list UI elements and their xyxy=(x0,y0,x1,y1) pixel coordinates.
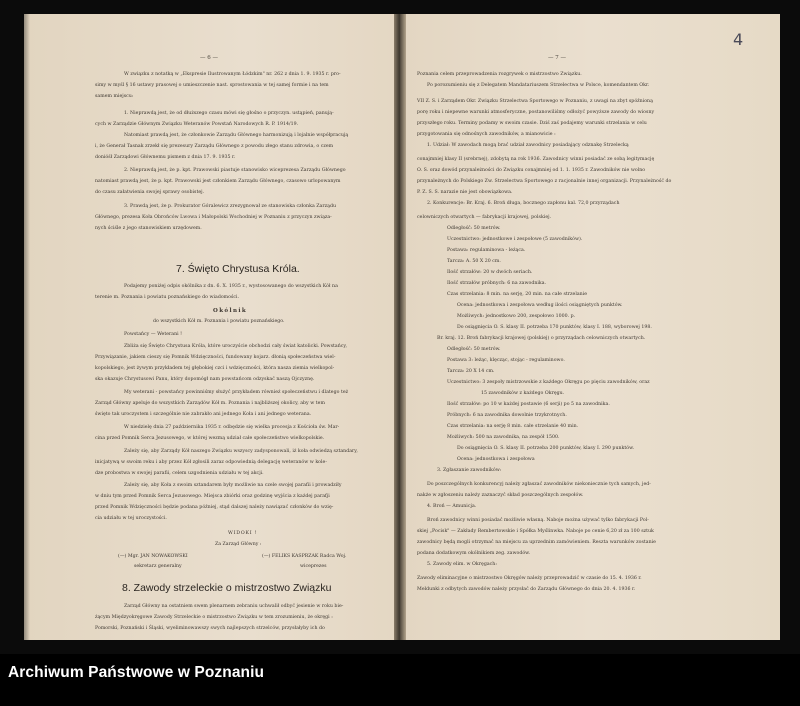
text-line: Czas strzelania: 8 min. na serję, 20 min. na całe strzelanie xyxy=(447,292,588,297)
signature-right-role: wiceprezes xyxy=(300,564,327,569)
text-line: samem miejscu: xyxy=(95,94,134,99)
text-line: Pomorski, Poznański i Śląski, wyeliminowawszy swych najlepszych strzelców, przysłałyby ich do xyxy=(95,626,325,631)
text-line: Ilość strzałów: po 10 w każdej postawie (6 serji) po 5 na zawodnika. xyxy=(447,402,610,407)
text-line: Do poszczególnych konkurencyj należy zgłaszać zawodników niekoniecznie tych samych, jed- xyxy=(427,482,651,487)
text-line: porę roku i niepewne warunki atmosferyczne, postanowiliśmy odłożyć powyższe zawody do wiosny xyxy=(417,110,655,115)
text-line: do czasu załatwienia swojej sprawy osobistej. xyxy=(95,190,205,195)
text-line: Zarząd Główny apeluje do wszystkich Zarządów Kół m. Poznania i najbliższej okolicy, aby w tem xyxy=(95,401,325,406)
text-line: 4. Broń — Amunicja. xyxy=(427,504,477,509)
handwritten-page-mark: 4 xyxy=(733,30,744,49)
text-line: Odległość: 50 metrów. xyxy=(447,226,501,231)
text-line: zawodnicy będą mogli otrzymać na miejscu za uprzednim zamówieniem. Reszta warunków zostanie xyxy=(417,540,656,545)
text-line: podana dodatkowym okólnikiem zeg. zawodów. xyxy=(417,551,531,556)
text-line: cina przed Pomnik Serca Jezusowego, w której wezmą udział całe społeczeństwo wielkopolskie. xyxy=(95,436,325,441)
text-line: i, że Generał Tasnak zrzekł się prezesury Zarządu Głównego z powodu złego stanu zdrowia, o czem xyxy=(95,144,334,149)
text-line: Czas strzelania: na serję 8 min. całe strzelanie 40 min. xyxy=(447,424,579,429)
text-line: Br. kraj. 12. Broń fabrykacji krajowej (polskiej) o przyrządach celowniczych otwartych. xyxy=(437,336,646,341)
section-7-heading: 7. Święto Chrystusa Króla. xyxy=(176,263,300,275)
text-line: Możliwych: jednostkowo 200, zespołowo 1000. p. xyxy=(457,314,576,319)
text-line: simy w myśl § 16 ustawy prasowej o umieszczenie nast. sprostowania w tej samej formie i na tem xyxy=(95,83,329,88)
text-line: Tarcza: A. 50 X 20 cm. xyxy=(447,259,501,264)
left-page-number: — 6 — xyxy=(200,55,218,61)
text-line: Zbliża się Święto Chrystusa Króla, które uroczyście obchodzi cały świat katolicki. Powstańcy, xyxy=(124,344,347,349)
text-line: przynależnych do Polskiego Zw. Strzelectwa Sportowego z racjonalnie innej organizacji. Przynależność do xyxy=(417,179,672,184)
text-line: Zawody eliminacyjne o mistrzostwo Okręgów należy przeprowadzić w czasie do 15. 4. 1936 r. xyxy=(417,576,642,581)
text-line: Próbnych: 6 na zawodnika dowolnie trzykrotnych. xyxy=(447,413,567,418)
signature-left-role: sekretarz generalny xyxy=(134,564,182,569)
text-line: Poznania celem przeprowadzenia rozgrywek o mistrzostwo Związku. xyxy=(417,72,582,77)
text-line: VII Z. S. i Zarządem Okr. Związku Strzelectwa Sportowego w Poznaniu, z uwagi na zbyt spóźnioną xyxy=(417,99,653,104)
text-line: żącym Międzyokręgowe Zawody Strzeleckie o mistrzostwo Związku w tem zrozumieniu, że okręgi : xyxy=(95,615,333,620)
text-line: skiej „Pocisk" — Zakłady Rembertowskie i Spółka Myślinwka. Naboje po cenie 6,20 zł za 100 sztuk xyxy=(417,529,654,534)
okolnik-title: Okólnik xyxy=(213,308,248,314)
right-page-number: — 7 — xyxy=(548,55,566,61)
text-line: 2. Nieprawdą jest, że p. kpt. Prawowski piastuje stanowisko wiceprezesa Zarządu Głównego xyxy=(124,168,346,173)
text-line: ska okazuje Chrystusowi Panu, który dopomógł nam powstańcom odzyskać naszą Ojczyznę. xyxy=(95,377,315,382)
text-line: Do osiągnięcia O. S. klasy II. potrzeba 200 punktów, klasy I. 290 punktów. xyxy=(457,446,635,451)
archive-footer-bar xyxy=(0,654,800,706)
text-line: Głównego, prezesa Koła Obrońców Lwowa i Małopolski Wschodniej w Poznaniu z przyczyn związa- xyxy=(95,215,332,220)
text-line: Ilość strzałów: 20 w dwóch seriach. xyxy=(447,270,533,275)
text-line: 1. Nieprawdą jest, że od dłuższego czasu mówi się głośno o przyczyn. ustąpień, panują- xyxy=(124,111,334,116)
text-line: Po porozumieniu się z Delegatem Mandatariuszem Strzelectwa w Polsce, komendantem Okr. xyxy=(427,83,650,88)
text-line: 3. Zgłaszanie zawodników: xyxy=(437,468,502,473)
signature-right-name: (—) FELIKS KASPRZAK Radca Woj. xyxy=(262,554,347,559)
text-line: w dniu tym przed Pomnik Serca Jezusowego. Miejsca zbiórki oraz godzinę wyjścia z każdej parafji xyxy=(95,494,330,499)
text-line: W niedzielę dnia 27 października 1935 r. odbędzie się wielka procesja z Kościoła św. Mar- xyxy=(124,425,340,430)
text-line: Do osiągnięcia O. S. klasy II. potrzeba 170 punktów, klasy I. 188, wyborowej 198. xyxy=(457,325,652,330)
text-line: 3. Prawdą jest, że p. Prokurator Góralewicz zrezygnował ze stanowiska członka Zarządu xyxy=(124,204,336,209)
text-line: Tarcza: 20 X 14 cm. xyxy=(447,369,495,374)
text-line: Broń zawodnicy winni posiadać możliwie własną. Naboje można używać tylko fabrykacji Pol- xyxy=(427,518,649,523)
text-line: Uczestnictwo: jednostkowe i zespołowe (5 zawodników). xyxy=(447,237,583,242)
text-line: natomiast prawdą jest, że p. kpt. Prawowski jest członkiem Zarządu Głównego, czasowo urlopowanym xyxy=(95,179,341,184)
text-line: My weterani - powstańcy powinniśmy służyć przykładem również społeczeństwu i dlatego też xyxy=(124,390,349,395)
text-line: Uczestnictwo: 3 zespoły mistrzowskie z każdego Okręgu po pięciu zawodników, oraz xyxy=(447,380,650,385)
okolnik-closing-zarzad: Za Zarząd Główny : xyxy=(215,542,262,547)
text-line: conajmniej klasy II (srebrnej), zdobytą na rok 1936. Zawodnicy winni posiadać ze sobą legitymację xyxy=(417,157,655,162)
text-line: Ilość strzałów próbnych: 6 na zawodnika. xyxy=(447,281,547,286)
left-page-edge-shadow xyxy=(24,14,30,640)
text-line: Zależy się, aby Koła z swoim sztandarem były możliwie na czele swojej parafii i prowadziły xyxy=(124,483,342,488)
text-line: nakże w zgłoszeniu należy zaznaczyć skład poszczególnych zespołów. xyxy=(417,493,584,498)
text-line: inicjatywą w swoim reku i aby przez Kół zgłosili zaraz odpowiednią delegację weteranów w kole- xyxy=(95,460,327,465)
text-line: 5. Zawody elim. w Okręgach: xyxy=(427,562,497,567)
text-line: terenie m. Poznania i powiatu poznańskiego do wiadomości. xyxy=(95,295,240,300)
text-line: Podajemy poniżej odpis okólnika z dn. 6. X. 1935 r., wystosowanego do wszystkich Kół na xyxy=(124,284,338,289)
section-8-heading: 8. Zawody strzeleckie o mistrzostwo Związku xyxy=(122,582,332,594)
text-line: P. Z. S. S. narazie nie jest obowiązkowa. xyxy=(417,190,513,195)
text-line: Meldunki z odbytych zawodów należy przysłać do Zarządu Głównego do dnia 20. 4. 1936 r. xyxy=(417,587,636,592)
text-line: donióśł Zarządowi Głównemu pismem z dnia 17. 9. 1935 r. xyxy=(95,155,236,160)
text-line: cia udziału w tej uroczystości. xyxy=(95,516,167,521)
text-line: Ocena: jednostkowa i zespołowa xyxy=(457,457,535,462)
signature-left-name: (—) Mgr. JAN NOWAKOWSKI xyxy=(118,554,188,559)
text-line: przed Pomnik Wdzięczności będzie podana później, stąd dalszej należy nawiązać członków do wzię- xyxy=(95,505,334,510)
text-line: 2. Konkurencje: Br. Kraj. 6. Broń długa, bocznego zapłonu kal. 72,0 przyrządach xyxy=(427,201,620,206)
book-gutter xyxy=(394,14,406,640)
text-line: 1. Udział: W zawodach mogą brać udział zawodnicy posiadający odznakę Strzelecką xyxy=(427,143,629,148)
text-line: Postawa: regulaminowa - leżąca. xyxy=(447,248,526,253)
text-line: kopolskiego, jest żywym przykładem tej głębokiej czci i wdzięczności, która nasza ziemia wielkopol- xyxy=(95,366,335,371)
text-line: przyszłego roku. Terminy podamy w swoim czasie. Dziś zaś podajemy warunki strzelania w celu xyxy=(417,121,647,126)
okolnik-closing: WIDOKI ! xyxy=(228,531,258,536)
text-line: cych w Zarządzie Głównym Związku Weteranów Powstań Narodowych R. P. 1914/19. xyxy=(95,122,299,127)
text-line: dze probostwa w swojej parafii, celem uzgodnienia udziału w tej akcji. xyxy=(95,471,264,476)
okolnik-subtitle: do wszystkich Kół m. Poznania i powiatu poznańskiego. xyxy=(153,319,285,324)
text-line: Ocena: jednostkowa i zespołowa według ilości osiągniętych punktów. xyxy=(457,303,623,308)
text-line: O. S. oraz dowód przynależności do Związku conajmniej od 1. 1. 1935 r. Zawodników nie wolno xyxy=(417,168,646,173)
text-line: Odległość: 50 metrów. xyxy=(447,347,501,352)
okolnik-greeting: Powstańcy — Weterani ! xyxy=(124,332,183,337)
text-line: Możliwych: 500 na zawodnika, na zespół 1500. xyxy=(447,435,560,440)
archive-title: Archiwum Państwowe w Poznaniu xyxy=(8,664,265,681)
text-line: Zależy się, aby Zarządy Kół naszego Związku wszyscy zadysponowali, iż koła odwiedzą sztandary, xyxy=(124,449,358,454)
text-line: celowniczych otwartych — fabrykacji krajowej, polskiej. xyxy=(417,215,552,220)
text-line: W związku z notatką w „Ekspresie Ilustrowanym Łódzkim" nr. 262 z dnia 1. 9. 1935 r. pro- xyxy=(124,72,341,77)
left-page xyxy=(24,14,396,640)
text-line: święto tak uroczystem i szczególnie nie zabrakło ani jednego Koła i ani jednego weterana. xyxy=(95,412,312,417)
text-line: Zarząd Główny na ostatniem swem plenarnem zebraniu uchwalił odbyć jesienie w roku bie- xyxy=(124,604,344,609)
text-line: przygotowania się odnośnych zawodników, a mianowicie : xyxy=(417,132,556,137)
text-line: Postawa 3: leżąc, klęcząc, stojąc - regulaminowo. xyxy=(447,358,565,363)
text-line: 15 zawodników z każdego Okręgu. xyxy=(481,391,565,396)
text-line: Natomiast prawdą jest, że członkowie Zarządu Głównego harmonizują i lojalnie współpracują xyxy=(124,133,349,138)
text-line: nych ściśle z jego stanowiskiem urzędowem. xyxy=(95,226,202,231)
text-line: Przywiązanie, jakiem cieszy się Pomnik Wdzięczności, fundowany kojarz. dłonią społeczeństwa wiel- xyxy=(95,355,336,360)
